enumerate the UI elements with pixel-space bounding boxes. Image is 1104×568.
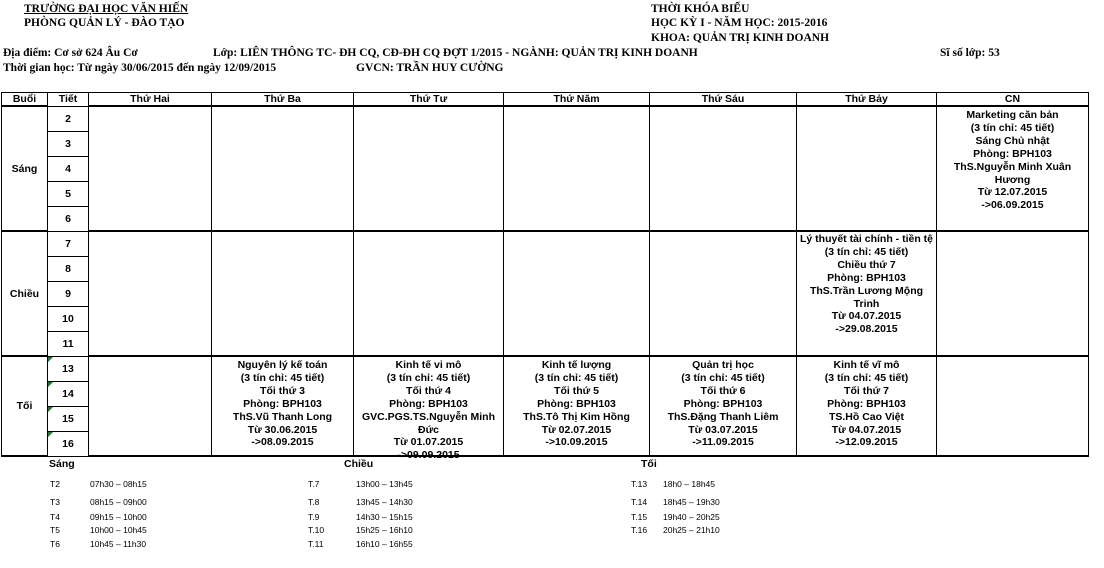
period-cell: 13 [48, 356, 89, 381]
session-morning: Sáng [2, 106, 48, 231]
comment-marker-icon [48, 407, 53, 412]
department-name: PHÒNG QUẢN LÝ - ĐÀO TẠO [24, 17, 185, 29]
course-start-date: Từ 04.07.2015 [831, 423, 902, 436]
cell-morning-friday [650, 106, 797, 231]
cell-evening-thursday [504, 356, 650, 456]
legend-period-label: T.15 [631, 512, 648, 522]
document-title: THỜI KHÓA BIỂU [651, 3, 750, 15]
cell-morning-sunday [937, 106, 1089, 231]
course-schedule: Chiều thứ 7 [837, 258, 896, 271]
period-cell: 9 [48, 281, 89, 306]
legend-period-time: 14h30 – 15h15 [356, 512, 413, 522]
legend-period-time: 16h10 – 16h55 [356, 539, 413, 549]
course-end-date: ->08.09.2015 [251, 436, 314, 449]
school-name: TRƯỜNG ĐẠI HỌC VĂN HIẾN [24, 3, 189, 15]
course-schedule: Tối thứ 4 [406, 384, 451, 397]
course-lecturer: ThS.Trần Lương Mộng Trinh [809, 284, 924, 310]
course-name: Lý thuyết tài chính - tiền tệ [799, 233, 933, 245]
course-room: Phòng: BPH103 [389, 397, 468, 410]
course-name: Marketing căn bản [966, 109, 1059, 121]
homeroom-teacher: GVCN: TRẦN HUY CƯỜNG [356, 62, 504, 74]
period-cell: 4 [48, 156, 89, 181]
course-room: Phòng: BPH103 [827, 271, 906, 284]
legend-evening-title: Tối [641, 458, 657, 470]
table-row [2, 231, 1089, 256]
period-cell: 11 [48, 331, 89, 356]
course-lecturer: GVC.PGS.TS.Nguyễn Minh Đức [361, 410, 495, 436]
cell-afternoon-sunday [937, 231, 1089, 356]
course-credits: (3 tín chỉ: 45 tiết) [534, 371, 619, 384]
cell-afternoon-saturday [797, 231, 937, 356]
col-header-saturday: Thứ Bảy [797, 93, 937, 107]
course-name: Nguyên lý kế toán [237, 359, 328, 371]
semester-info: HỌC KỲ I - NĂM HỌC: 2015-2016 [651, 17, 828, 29]
cell-evening-friday [650, 356, 797, 456]
cell-evening-tuesday [212, 356, 354, 456]
cell-morning-thursday [504, 106, 650, 231]
legend-period-label: T.10 [308, 525, 325, 535]
faculty-info: KHOA: QUẢN TRỊ KINH DOANH [651, 32, 830, 44]
legend-period-label: T6 [50, 539, 60, 549]
class-size: Sĩ số lớp: 53 [940, 47, 1000, 59]
legend-period-label: T.13 [631, 479, 648, 489]
legend-period-time: 10h45 – 11h30 [90, 539, 147, 549]
period-cell: 3 [48, 131, 89, 156]
legend-period-label: T3 [50, 497, 60, 507]
legend-period-time: 08h15 – 09h00 [90, 497, 147, 507]
comment-marker-icon [48, 432, 53, 437]
period-cell: 6 [48, 206, 89, 231]
cell-evening-saturday [797, 356, 937, 456]
legend-period-time: 19h40 – 20h25 [663, 512, 720, 522]
period-cell: 14 [48, 381, 89, 406]
legend-morning-title: Sáng [49, 458, 75, 470]
course-lecturer: TS.Hồ Cao Việt [828, 410, 905, 423]
course-credits: (3 tín chỉ: 45 tiết) [824, 245, 909, 258]
period-cell: 8 [48, 256, 89, 281]
legend-period-label: T4 [50, 512, 60, 522]
legend-period-time: 18h0 – 18h45 [663, 479, 715, 489]
header-row [2, 93, 1089, 107]
course-name: Quản trị học [692, 359, 754, 371]
course-end-date: ->10.09.2015 [545, 436, 608, 449]
col-header-thursday: Thứ Năm [504, 93, 650, 107]
legend-period-label: T.11 [308, 539, 324, 549]
course-credits: (3 tín chỉ: 45 tiết) [240, 371, 325, 384]
legend-period-label: T.16 [631, 525, 648, 535]
cell-evening-wednesday [354, 356, 504, 462]
session-evening: Tối [2, 356, 48, 456]
col-session-header: Buổi [2, 93, 48, 107]
period-cell: 5 [48, 181, 89, 206]
course-lecturer: ThS.Nguyễn Minh Xuân Hương [953, 160, 1072, 186]
cell-evening-sunday [937, 356, 1089, 456]
period-cell: 16 [48, 431, 89, 456]
cell-morning-monday [89, 106, 212, 231]
cell-afternoon-thursday [504, 231, 650, 356]
session-afternoon: Chiều [2, 231, 48, 356]
legend-period-label: T2 [50, 479, 60, 489]
study-time: Thời gian học: Từ ngày 30/06/2015 đến ngày 12/09/2015 [3, 62, 277, 74]
legend-period-label: T.9 [308, 512, 320, 522]
course-schedule: Tối thứ 6 [700, 384, 746, 397]
course-name: Kinh tế vĩ mô [833, 359, 900, 371]
course-start-date: Từ 12.07.2015 [977, 186, 1048, 199]
course-lecturer: ThS.Tô Thị Kim Hồng [523, 410, 630, 423]
legend-period-time: 18h45 – 19h30 [663, 497, 720, 507]
course-room: Phòng: BPH103 [243, 397, 322, 410]
period-cell: 7 [48, 231, 89, 256]
course-start-date: Từ 30.06.2015 [247, 423, 318, 436]
timetable [1, 92, 1089, 462]
period-cell: 15 [48, 406, 89, 431]
course-schedule: Tối thứ 3 [260, 384, 305, 397]
legend-period-time: 13h00 – 13h45 [356, 479, 413, 489]
col-header-wednesday: Thứ Tư [354, 93, 504, 107]
period-cell: 2 [48, 106, 89, 131]
table-row [2, 106, 1089, 131]
course-name: Kinh tế vi mô [395, 359, 462, 371]
location-info: Địa điểm: Cơ sở 624 Âu Cơ [3, 47, 138, 59]
course-end-date: ->29.08.2015 [835, 323, 898, 336]
course-end-date: ->06.09.2015 [981, 199, 1044, 212]
cell-afternoon-friday [650, 231, 797, 356]
col-header-friday: Thứ Sáu [650, 93, 797, 107]
course-schedule: Sáng Chủ nhật [975, 134, 1050, 147]
course-room: Phòng: BPH103 [537, 397, 616, 410]
cell-morning-tuesday [212, 106, 354, 231]
course-name: Kinh tế lượng [541, 359, 612, 371]
course-start-date: Từ 01.07.2015 [393, 436, 464, 449]
course-credits: (3 tín chỉ: 45 tiết) [824, 371, 909, 384]
course-start-date: Từ 03.07.2015 [688, 423, 758, 436]
course-end-date: ->11.09.2015 [692, 436, 754, 449]
course-lecturer: ThS.Vũ Thanh Long [232, 410, 333, 423]
course-start-date: Từ 04.07.2015 [831, 310, 902, 323]
cell-morning-saturday [797, 106, 937, 231]
col-header-sunday: CN [937, 93, 1089, 107]
course-end-date: ->12.09.2015 [835, 436, 898, 449]
legend-period-time: 20h25 – 21h10 [663, 525, 720, 535]
legend-period-time: 10h00 – 10h45 [90, 525, 147, 535]
cell-morning-wednesday [354, 106, 504, 231]
course-end-date: ->09.09.2015 [397, 449, 460, 462]
legend-period-label: T.7 [308, 479, 320, 489]
legend-period-time: 15h25 – 16h10 [356, 525, 413, 535]
legend-period-time: 07h30 – 08h15 [90, 479, 147, 489]
legend-period-label: T5 [50, 525, 60, 535]
period-cell: 10 [48, 306, 89, 331]
legend-afternoon-title: Chiều [344, 458, 374, 470]
col-period-header: Tiết [48, 93, 89, 107]
cell-afternoon-wednesday [354, 231, 504, 356]
class-info: Lớp: LIÊN THÔNG TC- ĐH CQ, CĐ-ĐH CQ ĐỢT 1/2015 - NGÀNH: QUẢN TRỊ KINH DOANH [213, 47, 698, 59]
legend-period-label: T.8 [308, 497, 320, 507]
cell-evening-monday [89, 356, 212, 456]
course-lecturer: ThS.Đặng Thanh Liêm [667, 410, 779, 423]
comment-marker-icon [48, 357, 53, 362]
legend-period-label: T.14 [631, 497, 648, 507]
course-start-date: Từ 02.07.2015 [541, 423, 612, 436]
legend-period-time: 13h45 – 14h30 [356, 497, 413, 507]
course-room: Phòng: BPH103 [683, 397, 763, 410]
col-header-monday: Thứ Hai [89, 93, 212, 107]
comment-marker-icon [48, 382, 53, 387]
course-credits: (3 tín chỉ: 45 tiết) [386, 371, 471, 384]
course-credits: (3 tín chỉ: 45 tiết) [970, 121, 1055, 134]
course-schedule: Tối thứ 5 [554, 384, 599, 397]
cell-afternoon-monday [89, 231, 212, 356]
course-room: Phòng: BPH103 [973, 147, 1052, 160]
cell-afternoon-tuesday [212, 231, 354, 356]
table-row [2, 356, 1089, 381]
course-room: Phòng: BPH103 [827, 397, 906, 410]
course-schedule: Tối thứ 7 [844, 384, 889, 397]
col-header-tuesday: Thứ Ba [212, 93, 354, 107]
course-credits: (3 tín chỉ: 45 tiết) [681, 371, 765, 384]
legend-period-time: 09h15 – 10h00 [90, 512, 147, 522]
